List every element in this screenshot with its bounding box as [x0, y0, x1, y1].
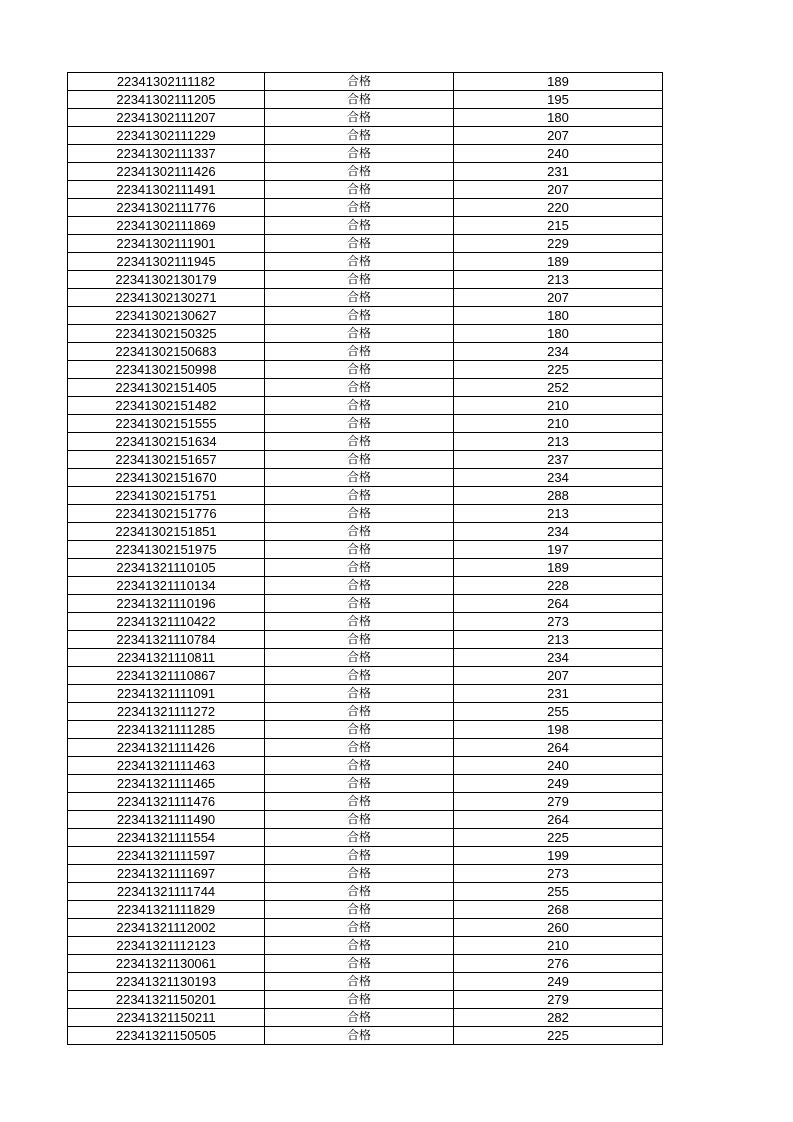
table-row — [68, 1009, 663, 1027]
candidate-id-cell: 22341321111490 — [68, 811, 265, 829]
table-row — [68, 937, 663, 955]
status-cell: 合格 — [265, 937, 454, 955]
score-cell: 229 — [454, 235, 663, 253]
table-row — [68, 415, 663, 433]
score-cell: 255 — [454, 703, 663, 721]
candidate-id-cell: 22341321111744 — [68, 883, 265, 901]
score-cell: 234 — [454, 523, 663, 541]
status-cell: 合格 — [265, 541, 454, 559]
candidate-id-cell: 22341321110867 — [68, 667, 265, 685]
score-cell: 180 — [454, 325, 663, 343]
candidate-id-cell: 22341302151751 — [68, 487, 265, 505]
table-row — [68, 109, 663, 127]
table-row — [68, 325, 663, 343]
table-row — [68, 181, 663, 199]
status-cell: 合格 — [265, 523, 454, 541]
candidate-id-cell: 22341302151851 — [68, 523, 265, 541]
table-row — [68, 199, 663, 217]
score-cell: 273 — [454, 613, 663, 631]
score-cell: 210 — [454, 937, 663, 955]
score-cell: 260 — [454, 919, 663, 937]
candidate-id-cell: 22341321110134 — [68, 577, 265, 595]
score-cell: 207 — [454, 181, 663, 199]
score-cell: 207 — [454, 127, 663, 145]
candidate-id-cell: 22341302151405 — [68, 379, 265, 397]
candidate-id-cell: 22341321111285 — [68, 721, 265, 739]
table-row — [68, 163, 663, 181]
table-row — [68, 631, 663, 649]
candidate-id-cell: 22341302151634 — [68, 433, 265, 451]
candidate-id-cell: 22341321111697 — [68, 865, 265, 883]
score-cell: 264 — [454, 739, 663, 757]
score-cell: 207 — [454, 667, 663, 685]
score-cell: 189 — [454, 559, 663, 577]
candidate-id-cell: 22341302151657 — [68, 451, 265, 469]
table-row — [68, 73, 663, 91]
candidate-id-cell: 22341302111776 — [68, 199, 265, 217]
table-row — [68, 667, 663, 685]
candidate-id-cell: 22341321111426 — [68, 739, 265, 757]
table-row — [68, 649, 663, 667]
candidate-id-cell: 22341321111597 — [68, 847, 265, 865]
table-row — [68, 721, 663, 739]
score-cell: 195 — [454, 91, 663, 109]
score-cell: 231 — [454, 163, 663, 181]
table-row — [68, 289, 663, 307]
status-cell: 合格 — [265, 181, 454, 199]
candidate-id-cell: 22341302111426 — [68, 163, 265, 181]
candidate-id-cell: 22341321111463 — [68, 757, 265, 775]
score-cell: 228 — [454, 577, 663, 595]
score-cell: 264 — [454, 595, 663, 613]
status-cell: 合格 — [265, 505, 454, 523]
status-cell: 合格 — [265, 73, 454, 91]
results-table — [67, 72, 663, 1045]
status-cell: 合格 — [265, 901, 454, 919]
candidate-id-cell: 22341321150201 — [68, 991, 265, 1009]
status-cell: 合格 — [265, 739, 454, 757]
table-row — [68, 1027, 663, 1045]
table-row — [68, 793, 663, 811]
table-row — [68, 847, 663, 865]
candidate-id-cell: 22341302111491 — [68, 181, 265, 199]
table-row — [68, 955, 663, 973]
score-cell: 197 — [454, 541, 663, 559]
score-cell: 220 — [454, 199, 663, 217]
score-cell: 240 — [454, 145, 663, 163]
status-cell: 合格 — [265, 1009, 454, 1027]
score-cell: 249 — [454, 775, 663, 793]
table-row — [68, 523, 663, 541]
status-cell: 合格 — [265, 325, 454, 343]
status-cell: 合格 — [265, 199, 454, 217]
score-cell: 255 — [454, 883, 663, 901]
status-cell: 合格 — [265, 109, 454, 127]
table-row — [68, 757, 663, 775]
table-row — [68, 145, 663, 163]
table-row — [68, 397, 663, 415]
score-cell: 249 — [454, 973, 663, 991]
status-cell: 合格 — [265, 235, 454, 253]
candidate-id-cell: 22341302130271 — [68, 289, 265, 307]
status-cell: 合格 — [265, 613, 454, 631]
table-row — [68, 739, 663, 757]
status-cell: 合格 — [265, 253, 454, 271]
candidate-id-cell: 22341302151975 — [68, 541, 265, 559]
table-row — [68, 595, 663, 613]
table-row — [68, 811, 663, 829]
score-cell: 225 — [454, 829, 663, 847]
status-cell: 合格 — [265, 703, 454, 721]
status-cell: 合格 — [265, 667, 454, 685]
table-row — [68, 577, 663, 595]
status-cell: 合格 — [265, 271, 454, 289]
status-cell: 合格 — [265, 361, 454, 379]
score-cell: 279 — [454, 793, 663, 811]
table-row — [68, 361, 663, 379]
status-cell: 合格 — [265, 91, 454, 109]
table-row — [68, 703, 663, 721]
table-row — [68, 307, 663, 325]
table-row — [68, 487, 663, 505]
status-cell: 合格 — [265, 991, 454, 1009]
score-cell: 215 — [454, 217, 663, 235]
status-cell: 合格 — [265, 451, 454, 469]
table-row — [68, 505, 663, 523]
status-cell: 合格 — [265, 469, 454, 487]
table-row — [68, 253, 663, 271]
table-row — [68, 613, 663, 631]
status-cell: 合格 — [265, 289, 454, 307]
table-row — [68, 973, 663, 991]
candidate-id-cell: 22341302111869 — [68, 217, 265, 235]
score-cell: 234 — [454, 469, 663, 487]
score-cell: 282 — [454, 1009, 663, 1027]
candidate-id-cell: 22341302150998 — [68, 361, 265, 379]
score-cell: 213 — [454, 433, 663, 451]
score-cell: 207 — [454, 289, 663, 307]
table-row — [68, 559, 663, 577]
candidate-id-cell: 22341321112123 — [68, 937, 265, 955]
status-cell: 合格 — [265, 865, 454, 883]
table-row — [68, 379, 663, 397]
score-cell: 180 — [454, 307, 663, 325]
table-row — [68, 127, 663, 145]
candidate-id-cell: 22341302150325 — [68, 325, 265, 343]
candidate-id-cell: 22341302111945 — [68, 253, 265, 271]
status-cell: 合格 — [265, 1027, 454, 1045]
table-row — [68, 541, 663, 559]
status-cell: 合格 — [265, 307, 454, 325]
candidate-id-cell: 22341302150683 — [68, 343, 265, 361]
candidate-id-cell: 22341321112002 — [68, 919, 265, 937]
score-cell: 199 — [454, 847, 663, 865]
score-cell: 252 — [454, 379, 663, 397]
candidate-id-cell: 22341321110811 — [68, 649, 265, 667]
results-table-body — [68, 73, 663, 1045]
table-row — [68, 775, 663, 793]
status-cell: 合格 — [265, 757, 454, 775]
candidate-id-cell: 22341302111182 — [68, 73, 265, 91]
table-row — [68, 901, 663, 919]
candidate-id-cell: 22341321110422 — [68, 613, 265, 631]
status-cell: 合格 — [265, 685, 454, 703]
candidate-id-cell: 22341321111554 — [68, 829, 265, 847]
status-cell: 合格 — [265, 145, 454, 163]
candidate-id-cell: 22341321130061 — [68, 955, 265, 973]
score-cell: 276 — [454, 955, 663, 973]
status-cell: 合格 — [265, 829, 454, 847]
status-cell: 合格 — [265, 577, 454, 595]
candidate-id-cell: 22341302111901 — [68, 235, 265, 253]
status-cell: 合格 — [265, 595, 454, 613]
candidate-id-cell: 22341302111229 — [68, 127, 265, 145]
status-cell: 合格 — [265, 163, 454, 181]
score-cell: 180 — [454, 109, 663, 127]
score-cell: 198 — [454, 721, 663, 739]
candidate-id-cell: 22341321110105 — [68, 559, 265, 577]
table-row — [68, 865, 663, 883]
candidate-id-cell: 22341302111337 — [68, 145, 265, 163]
status-cell: 合格 — [265, 217, 454, 235]
table-row — [68, 919, 663, 937]
score-cell: 213 — [454, 505, 663, 523]
status-cell: 合格 — [265, 433, 454, 451]
score-cell: 234 — [454, 649, 663, 667]
candidate-id-cell: 22341321150505 — [68, 1027, 265, 1045]
status-cell: 合格 — [265, 811, 454, 829]
status-cell: 合格 — [265, 847, 454, 865]
table-row — [68, 451, 663, 469]
table-row — [68, 685, 663, 703]
score-cell: 210 — [454, 415, 663, 433]
status-cell: 合格 — [265, 883, 454, 901]
score-cell: 288 — [454, 487, 663, 505]
table-row — [68, 91, 663, 109]
status-cell: 合格 — [265, 775, 454, 793]
status-cell: 合格 — [265, 919, 454, 937]
candidate-id-cell: 22341321111091 — [68, 685, 265, 703]
status-cell: 合格 — [265, 721, 454, 739]
score-cell: 264 — [454, 811, 663, 829]
candidate-id-cell: 22341321111465 — [68, 775, 265, 793]
table-row — [68, 829, 663, 847]
candidate-id-cell: 22341321150211 — [68, 1009, 265, 1027]
score-cell: 268 — [454, 901, 663, 919]
candidate-id-cell: 22341302151776 — [68, 505, 265, 523]
status-cell: 合格 — [265, 379, 454, 397]
status-cell: 合格 — [265, 415, 454, 433]
candidate-id-cell: 22341302111207 — [68, 109, 265, 127]
candidate-id-cell: 22341321111272 — [68, 703, 265, 721]
score-cell: 279 — [454, 991, 663, 1009]
candidate-id-cell: 22341302111205 — [68, 91, 265, 109]
score-cell: 237 — [454, 451, 663, 469]
status-cell: 合格 — [265, 649, 454, 667]
candidate-id-cell: 22341302130179 — [68, 271, 265, 289]
table-row — [68, 469, 663, 487]
status-cell: 合格 — [265, 631, 454, 649]
table-row — [68, 343, 663, 361]
score-cell: 225 — [454, 361, 663, 379]
candidate-id-cell: 22341321130193 — [68, 973, 265, 991]
candidate-id-cell: 22341321111476 — [68, 793, 265, 811]
table-row — [68, 991, 663, 1009]
table-row — [68, 235, 663, 253]
table-row — [68, 883, 663, 901]
status-cell: 合格 — [265, 973, 454, 991]
status-cell: 合格 — [265, 955, 454, 973]
candidate-id-cell: 22341321110196 — [68, 595, 265, 613]
table-row — [68, 217, 663, 235]
score-cell: 189 — [454, 253, 663, 271]
candidate-id-cell: 22341321111829 — [68, 901, 265, 919]
score-cell: 189 — [454, 73, 663, 91]
score-cell: 225 — [454, 1027, 663, 1045]
table-row — [68, 271, 663, 289]
table-row — [68, 433, 663, 451]
status-cell: 合格 — [265, 343, 454, 361]
score-cell: 240 — [454, 757, 663, 775]
score-cell: 231 — [454, 685, 663, 703]
score-cell: 213 — [454, 631, 663, 649]
status-cell: 合格 — [265, 487, 454, 505]
candidate-id-cell: 22341302130627 — [68, 307, 265, 325]
score-cell: 273 — [454, 865, 663, 883]
score-cell: 210 — [454, 397, 663, 415]
candidate-id-cell: 22341321110784 — [68, 631, 265, 649]
status-cell: 合格 — [265, 559, 454, 577]
score-cell: 213 — [454, 271, 663, 289]
candidate-id-cell: 22341302151670 — [68, 469, 265, 487]
status-cell: 合格 — [265, 397, 454, 415]
score-cell: 234 — [454, 343, 663, 361]
status-cell: 合格 — [265, 127, 454, 145]
candidate-id-cell: 22341302151555 — [68, 415, 265, 433]
status-cell: 合格 — [265, 793, 454, 811]
candidate-id-cell: 22341302151482 — [68, 397, 265, 415]
